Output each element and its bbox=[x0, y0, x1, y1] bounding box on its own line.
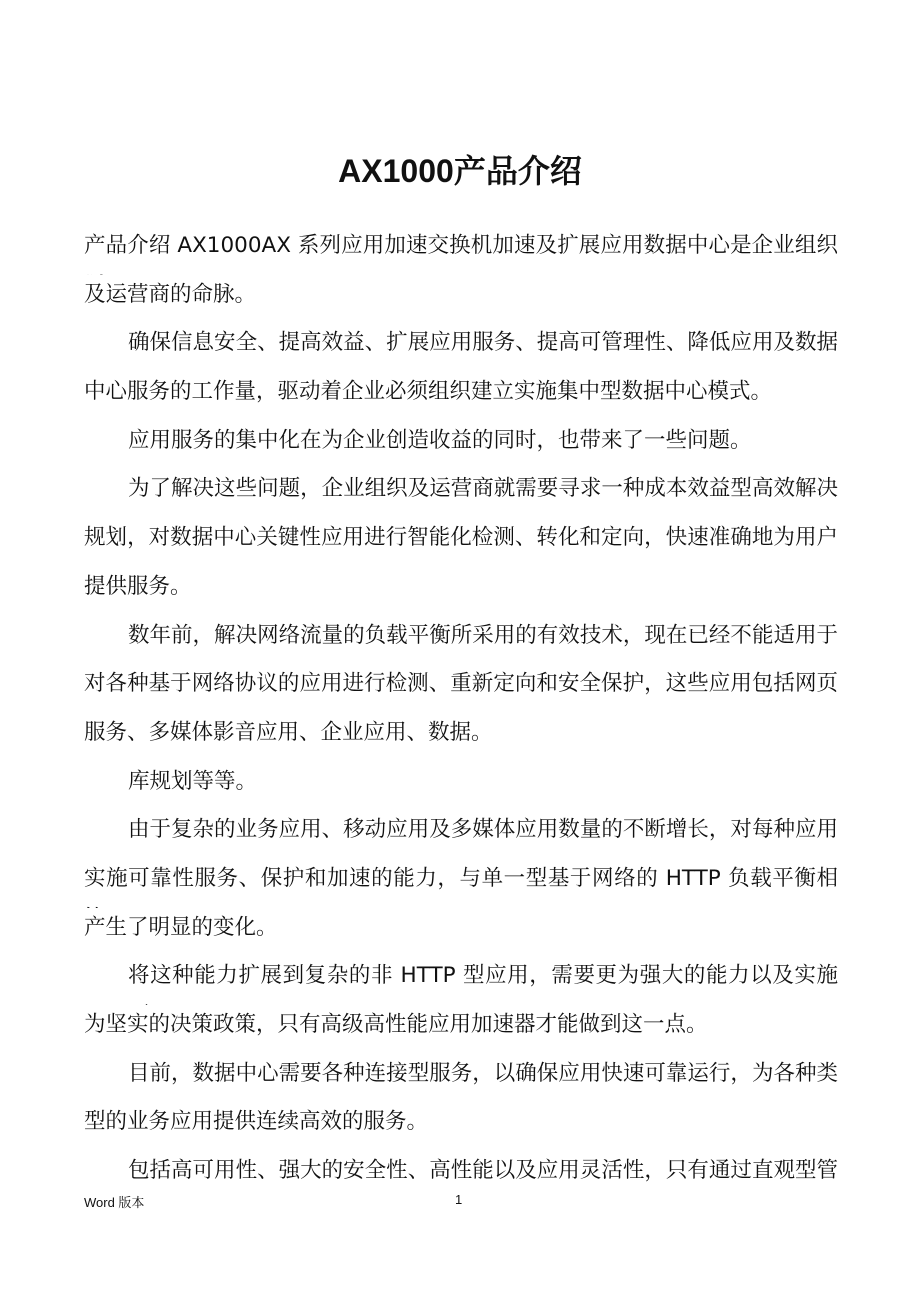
document-body bbox=[84, 226, 838, 1200]
footer-label: Word 版本 bbox=[84, 1195, 145, 1210]
text-line: 为坚实的决策政策，只有高级高性能应用加速器才能做到这一点。 bbox=[84, 1012, 708, 1037]
text-line: 实施可靠性服务、保护和加速的能力，与单一型基于网络的 HTTP 负载平衡相 bbox=[84, 865, 838, 891]
text-line: 产生了明显的变化。 bbox=[84, 914, 278, 940]
text-line: 数年前，解决网络流量的负载平衡所采用的有效技术，现在已经不能适用于 bbox=[128, 622, 838, 648]
text-line: 型的业务应用提供连续高效的服务。 bbox=[84, 1109, 429, 1135]
text-line: 规划，对数据中心关键性应用进行智能化检测、转化和定向，快速准确地为用户 bbox=[84, 525, 838, 551]
document-title: AX1000产品介绍 bbox=[338, 153, 582, 189]
text-line: 为了解决这些问题，企业组织及运营商就需要寻求一种成本效益型高效解决 bbox=[128, 476, 838, 502]
text-line: 应用服务的集中化在为企业创造收益的同时，也带来了一些问题。 bbox=[128, 427, 752, 453]
text-line: 将这种能力扩展到复杂的非 HTTP 型应用，需要更为强大的能力以及实施 bbox=[128, 963, 838, 989]
text-line: 包括高可用性、强大的安全性、高性能以及应用灵活性，只有通过直观型管 bbox=[128, 1158, 838, 1184]
text-line: 由于复杂的业务应用、移动应用及多媒体应用数量的不断增长，对每种应用 bbox=[128, 817, 838, 843]
text-line: 中心服务的工作量，驱动着企业必须组织建立实施集中型数据中心模式。 bbox=[84, 379, 773, 405]
text-line: 服务、多媒体影音应用、企业应用、数据。 bbox=[84, 719, 493, 745]
text-line: 提供服务。 bbox=[84, 573, 192, 599]
page-number: 1 bbox=[455, 1192, 463, 1207]
text-line: 确保信息安全、提高效益、扩展应用服务、提高可管理性、降低应用及数据 bbox=[128, 330, 838, 356]
text-line: 库规划等等。 bbox=[128, 768, 258, 794]
text-line: 产品介绍 AX1000AX 系列应用加速交换机加速及扩展应用数据中心是企业组织 bbox=[84, 233, 838, 258]
text-line: 目前，数据中心需要各种连接型服务，以确保应用快速可靠运行，为各种类 bbox=[128, 1060, 838, 1086]
text-line: 对各种基于网络协议的应用进行检测、重新定向和安全保护，这些应用包括网页 bbox=[84, 671, 838, 697]
text-line: 及运营商的命脉。 bbox=[84, 281, 257, 307]
